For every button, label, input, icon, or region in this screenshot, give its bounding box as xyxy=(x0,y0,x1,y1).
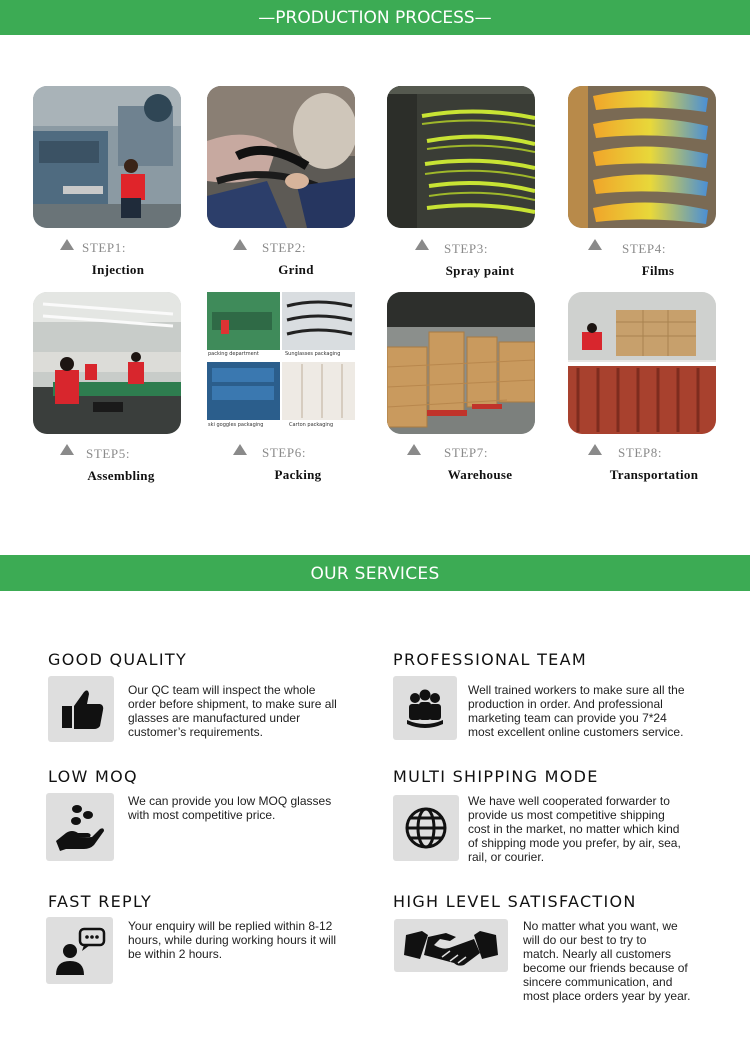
description-line: cost in the market, no matter which kind xyxy=(468,822,680,836)
professional-team-title: PROFESSIONAL TEAM xyxy=(393,650,587,669)
step4-triangle-icon xyxy=(588,239,602,250)
description-line: of shipping mode you prefer, by air, sea, xyxy=(468,836,681,850)
carton-packaging-caption: Carton packaging xyxy=(289,422,334,428)
description-line: order before shipment, to make sure all xyxy=(128,697,337,711)
step3-label: STEP3: xyxy=(444,241,489,256)
step1-label: STEP1: xyxy=(82,240,127,255)
good-quality-description xyxy=(128,683,337,739)
step2-triangle-icon xyxy=(233,239,247,250)
description-line: customer’s requirements. xyxy=(128,725,263,739)
description-line: Your enquiry will be replied within 8-12 xyxy=(128,919,333,933)
production-process-banner xyxy=(0,0,750,35)
assembling-photo xyxy=(33,292,181,434)
step7-label: STEP7: xyxy=(444,445,489,460)
step6-label: STEP6: xyxy=(262,445,307,460)
step3-name: Spray paint xyxy=(445,263,515,278)
high-level-satisfaction-description xyxy=(523,919,690,1003)
thumbs-up-icon xyxy=(48,676,114,742)
description-line: Our QC team will inspect the whole xyxy=(128,683,316,697)
step6-triangle-icon xyxy=(233,444,247,455)
description-line: be within 2 hours. xyxy=(128,947,223,961)
films-photo xyxy=(568,86,716,228)
handshake-icon xyxy=(394,919,508,972)
step4-name: Films xyxy=(641,263,675,278)
description-line: match. Nearly all customers xyxy=(523,947,672,961)
step5-triangle-icon xyxy=(60,444,74,455)
step8-triangle-icon xyxy=(588,444,602,455)
description-line: hours, while during working hours it will xyxy=(128,933,337,947)
description-line: sincere communication, and xyxy=(523,975,673,989)
step3-triangle-icon xyxy=(415,239,429,250)
description-line: No matter what you want, we xyxy=(523,919,678,933)
multi-shipping-mode-description xyxy=(468,794,681,864)
packing-photo xyxy=(207,292,355,434)
step5-name: Assembling xyxy=(87,468,155,483)
step8-name: Transportation xyxy=(609,467,699,482)
step7-name: Warehouse xyxy=(447,467,513,482)
description-line: become our friends because of xyxy=(523,961,688,975)
ski-goggles-packaging-caption: ski goggles packaging xyxy=(208,422,264,428)
multi-shipping-mode-title: MULTI SHIPPING MODE xyxy=(393,767,599,786)
spray-paint-photo xyxy=(387,86,535,228)
fast-reply-title: FAST REPLY xyxy=(48,892,153,911)
team-icon xyxy=(393,676,457,740)
description-line: most excellent online customers service. xyxy=(468,725,684,739)
step8-label: STEP8: xyxy=(618,445,663,460)
production-process-title: —PRODUCTION PROCESS— xyxy=(258,8,492,28)
warehouse-photo xyxy=(387,292,535,434)
description-line: will do our best to try to xyxy=(523,933,647,947)
coins-hand-icon xyxy=(46,793,114,861)
description-line: glasses are manufactured under xyxy=(128,711,301,725)
description-line: with most competitive price. xyxy=(128,808,276,822)
grind-photo xyxy=(207,86,355,228)
description-line: production in order. And professional xyxy=(468,697,663,711)
step4-label: STEP4: xyxy=(622,241,667,256)
our-services-title: OUR SERVICES xyxy=(310,564,440,584)
injection-photo xyxy=(33,86,181,228)
professional-team-description xyxy=(468,683,685,739)
description-line: provide us most competitive shipping xyxy=(468,808,665,822)
good-quality-title: GOOD QUALITY xyxy=(48,650,188,669)
sunglasses-packaging-caption: Sunglasses packaging xyxy=(285,351,341,357)
description-line: rail, or courier. xyxy=(468,850,545,864)
fast-reply-description xyxy=(128,919,336,961)
description-line: marketing team can provide you 7*24 xyxy=(468,711,667,725)
step1-triangle-icon xyxy=(60,239,74,250)
low-moq-title: LOW MOQ xyxy=(48,767,138,786)
chat-user-icon xyxy=(46,917,113,984)
step6-name: Packing xyxy=(274,467,322,482)
step2-label: STEP2: xyxy=(262,240,307,255)
description-line: most place orders year by year. xyxy=(523,989,691,1003)
our-services-banner xyxy=(0,555,750,591)
step2-name: Grind xyxy=(278,262,314,277)
description-line: We have well cooperated forwarder to xyxy=(468,794,670,808)
step1-name: Injection xyxy=(91,262,145,277)
packing-department-caption: packing department xyxy=(208,351,259,357)
high-level-satisfaction-title: HIGH LEVEL SATISFACTION xyxy=(393,892,637,911)
low-moq-description xyxy=(128,794,331,822)
step7-triangle-icon xyxy=(407,444,421,455)
description-line: We can provide you low MOQ glasses xyxy=(128,794,332,808)
transportation-photo xyxy=(568,292,716,434)
step5-label: STEP5: xyxy=(86,446,131,461)
description-line: Well trained workers to make sure all the xyxy=(468,683,685,697)
globe-icon xyxy=(393,795,459,861)
